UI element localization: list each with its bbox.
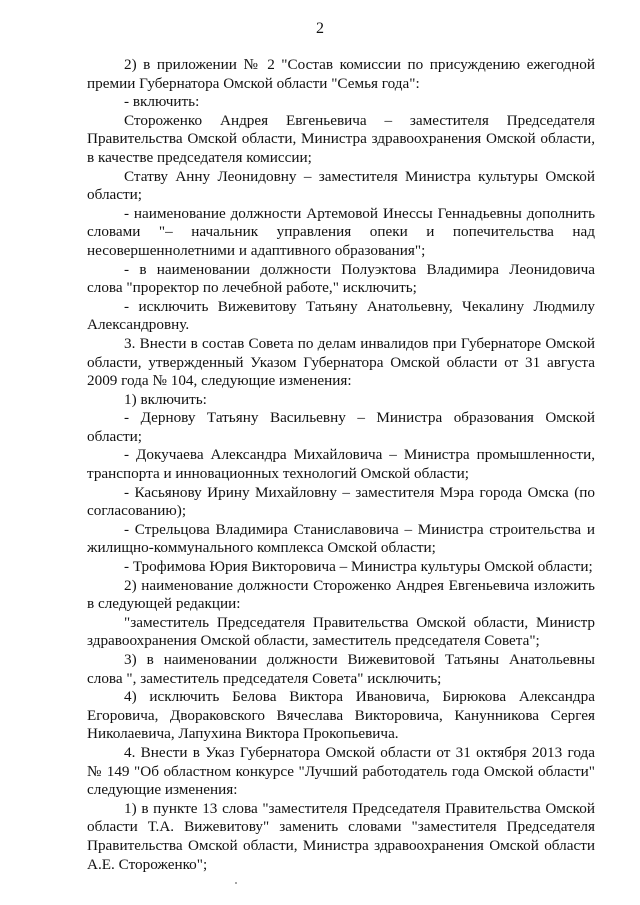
paragraph-section-4-intro: 4. Внести в Указ Губернатора Омской области от 31 октября 2013 года № 149 "Об областном конкурсе "Лучший работодатель года Омской области" следующие изменения:	[87, 743, 595, 799]
paragraph-poluektov: - в наименовании должности Полуэктова Владимира Леонидовича слова "проректор по лечебной работе," исключить;	[87, 260, 595, 297]
paragraph-include-heading: - включить:	[124, 93, 200, 111]
scan-speck	[235, 882, 237, 884]
document-body	[87, 56, 595, 874]
paragraph-statva: Статву Анну Леонидовну – заместителя Министра культуры Омской области;	[87, 167, 595, 204]
paragraph-item-13-change: 1) в пункте 13 слова "заместителя Председателя Правительства Омской области Т.А. Вижевитову" заменить словами "заместителя Председателя Правительства Омской области, Министра здравоохранения Омской области А.Е. Стороженко";	[87, 799, 595, 873]
paragraph-storozhenko-title-change: 2) наименование должности Стороженко Андрея Евгеньевича изложить в следующей редакции:	[87, 576, 595, 613]
paragraph-kasyanova: - Касьянову Ирину Михайловну – заместителя Мэра города Омска (по согласованию);	[87, 483, 595, 520]
paragraph-storozhenko-chair: Стороженко Андрея Евгеньевича – заместителя Председателя Правительства Омской области, Министра здравоохранения Омской области, в качестве председателя комиссии;	[87, 111, 595, 166]
paragraph-new-title-wording: "заместитель Председателя Правительства Омской области, Министр здравоохранения Омской области, заместитель председателя Совета";	[87, 613, 595, 650]
paragraph-dokuchaev: - Докучаева Александра Михайловича – Министра промышленности, транспорта и инновационных технологий Омской области;	[87, 446, 595, 483]
paragraph-dernova: - Дернову Татьяну Васильевну – Министра образования Омской области;	[87, 409, 595, 445]
page-number: 2	[316, 20, 324, 37]
paragraph-appendix-2-intro: 2) в приложении № 2 "Состав комиссии по присуждению ежегодной премии Губернатора Омской области "Семья года":	[87, 56, 595, 92]
paragraph-exclude-list: 4) исключить Белова Виктора Ивановича, Бирюкова Александра Егоровича, Дворaковского Вячеслава Викторовича, Канунникова Сергея Николаевича, Лапухина Виктора Прокопьевича.	[87, 688, 595, 743]
paragraph-section-3-intro: 3. Внести в состав Совета по делам инвалидов при Губернаторе Омской области, утвержденный Указом Губернатора Омской области от 31 августа 2009 года № 104, следующие изменения:	[87, 334, 595, 390]
paragraph-artemova: - наименование должности Артемовой Инессы Геннадьевны дополнить словами "– начальник управления опеки и попечительства над несовершеннолетними и адаптивного образования";	[87, 204, 595, 259]
paragraph-include-heading-2: 1) включить:	[124, 390, 207, 408]
paragraph-exclude-members: - исключить Вижевитову Татьяну Анатольевну, Чекалину Людмилу Александровну.	[87, 297, 595, 334]
paragraph-trofimov: - Трофимова Юрия Викторовича – Министра культуры Омской области;	[124, 558, 593, 576]
paragraph-vizhevitova-title: 3) в наименовании должности Вижевитовой Татьяны Анатольевны слова ", заместитель председателя Совета" исключить;	[87, 651, 595, 687]
paragraph-streltsov: - Стрельцова Владимира Станиславовича – Министра строительства и жилищно-коммунального комплекса Омской области;	[87, 520, 595, 557]
